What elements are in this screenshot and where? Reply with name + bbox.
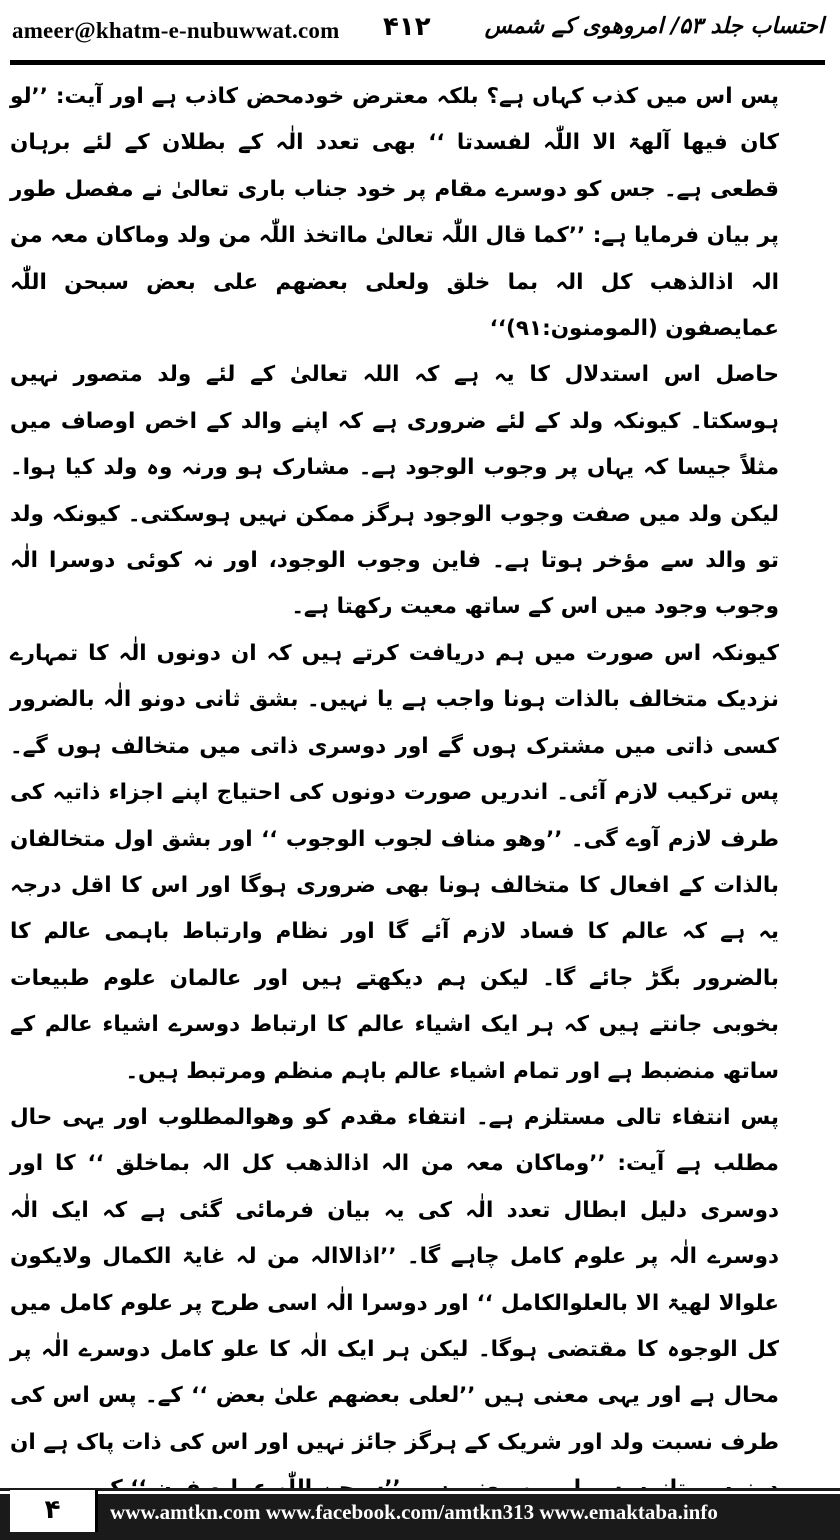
paragraph: کیونکہ اس صورت میں ہم دریافت کرتے ہیں کہ ان دونوں الٰہ کا تمہارے نزدیک متخالف بالذات ہونا واجب ہے یا نہیں۔ بشق ثانی دونو الٰہ بالضرور کسی ذاتی میں مشترک ہوں گے اور دوسری ذاتی میں متخالف ہوں گے۔ پس ترکیب لازم آئی۔ اندریں صورت دونوں کی احتیاج اپنے اجزاء ذاتیہ کی طرف لازم آوے گی۔ ’’وھو مناف لجوب الوجوب ‘‘ اور بشق اول متخالفان بالذات کے افعال کا متخالف ہونا بھی ضروری ہوگا اور اس کا اقل درجہ یہ ہے کہ عالم کا فساد لازم آئے گا اور نظام وارتباط باہمی عالم کا بالضرور بگڑ جائے گا۔ لیکن ہم دیکھتے ہیں اور عالمان علوم طبیعات بخوبی جانتے ہیں کہ ہر ایک اشیاء عالم کا ارتباط دوسرے اشیاء عالم کے ساتھ منضبط ہے اور تمام اشیاء عالم باہم منظم ومرتبط ہیں۔ [10,640,779,1084]
header-book-title: احتساب جلد ۵۳/ امروھوی کے شمس [484,14,824,39]
paragraph: پس انتفاء تالی مستلزم ہے۔ انتفاء مقدم کو وھوالمطلوب اور یہی حال مطلب ہے آیت: ’’وماکان معہ من الہ اذالذھب کل الہ بماخلق ‘‘ کا اور دوسری دلیل ابطال تعدد الٰہ کی یہ بیان فرمائی گئی ہے کہ ایک الٰہ دوسرے الٰہ پر علوم کامل چاہے گا۔ ’’اذالاالہ من لہ غایۃ الکمال ولایکون علوالا لھیۃ الا بالعلوالکامل ‘‘ اور دوسرا الٰہ اسی طرح پر علوم کامل میں کل الوجوہ کا مقتضی ہوگا۔ لیکن ہر ایک الٰہ کا علو کامل دوسرے الٰہ پر محال ہے اور یہی معنی ہیں ’’لعلی بعضھم علیٰ بعض ‘‘ کے۔ پس اس کی طرف نسبت ولد اور شریک کے ہرگز جائز نہیں اور اس کی ذات پاک ہے ان [10,1104,779,1455]
footer-page-marker: ۴ [10,1490,98,1532]
header-email[interactable]: ameer@khatm-e-nubuwwat.com [12,18,340,43]
header-page-number: ۴۱۲ [383,12,431,42]
header-divider [10,60,825,65]
footer-links[interactable]: www.amtkn.com www.facebook.com/amtkn313 www.emaktaba.info [110,1500,718,1524]
paragraph: پس اس میں کذب کہاں ہے؟ بلکہ معترض خودمحض کاذب ہے اور آیت: ’’لو کان فیھا آلھۃ الا اللّٰہ لفسدتا ‘‘ بھی تعدد الٰہ کے بطلان کے لئے برہان قطعی ہے۔ جس کو دوسرے مقام پر خود جناب باری تعالیٰ نے مفصل طور پر بیان فرمایا ہے: ’’کما قال اللّٰہ تعالیٰ مااتخذ اللّٰہ من ولد وماکان معہ من الہ اذالذھب کل الہ بما خلق ولعلی بعضھم علی بعض سبحن اللّٰہ عمایصفون (المومنون:۹۱)‘‘ [10,84,779,342]
page-header [0,0,840,60]
page-body [10,74,825,1513]
paragraph: حاصل اس استدلال کا یہ ہے کہ اللہ تعالیٰ کے لئے ولد متصور نہیں ہوسکتا۔ کیونکہ ولد کے لئے ضروری ہے کہ اپنے والد کے اخص اوصاف میں مثلاً جیسا کہ یہاں پر وجوب الوجود ہے۔ مشارک ہو ورنہ وہ ولد کیا ہوا۔ لیکن ولد میں صفت وجوب الوجود ہرگز ممکن نہیں ہوسکتی۔ کیونکہ ولد تو والد سے مؤخر ہوتا ہے۔ فاین وجوب الوجود، اور نہ کوئی دوسرا الٰہ وجوب وجود میں اس کے ساتھ معیت رکھتا ہے۔ [10,362,779,620]
